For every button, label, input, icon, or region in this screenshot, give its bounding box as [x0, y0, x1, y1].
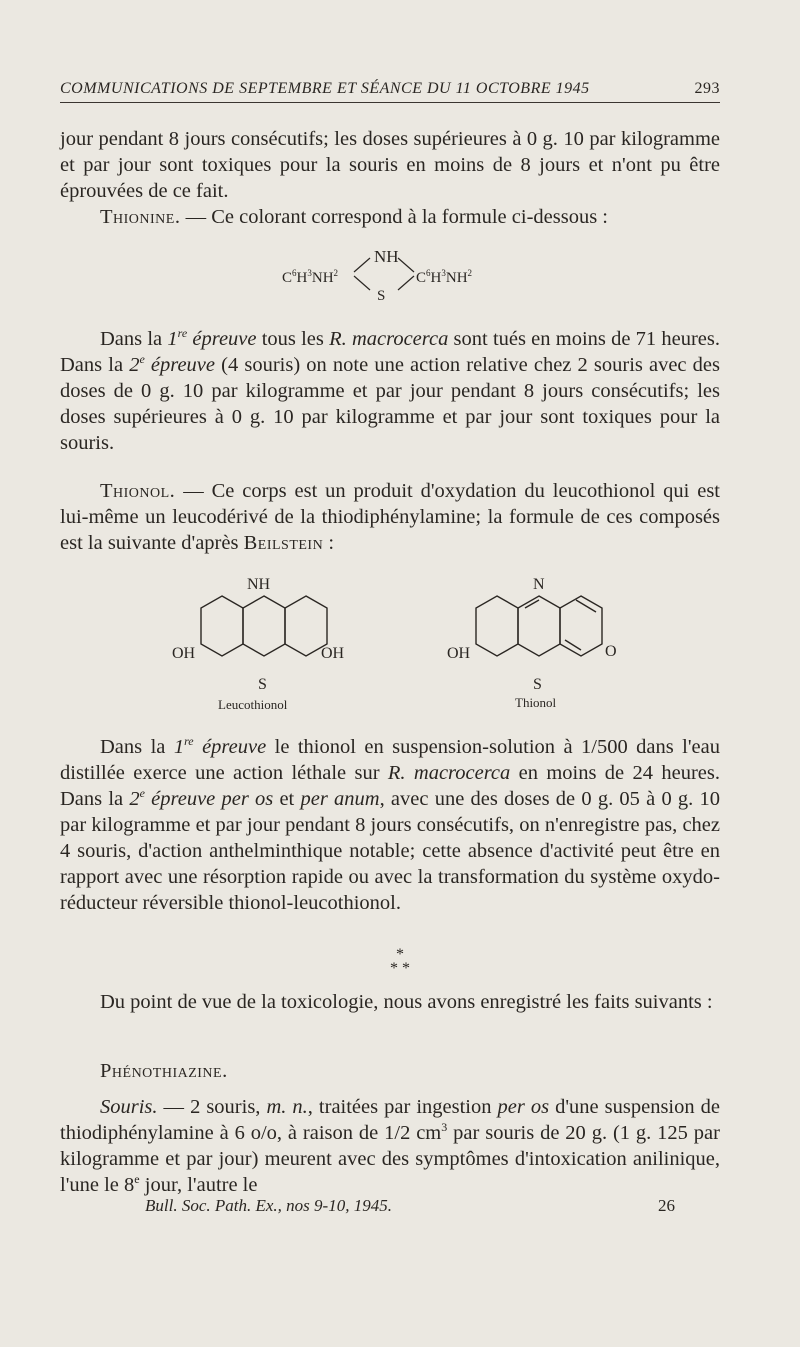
thionine-heading-paragraph	[60, 204, 720, 230]
svg-text:O: O	[605, 643, 617, 660]
svg-text:C6H3NH2: $C^6H^3NH^2$	[282, 268, 339, 286]
svg-text:OH: OH	[447, 645, 471, 662]
running-header	[60, 80, 720, 103]
svg-text:OH: OH	[321, 645, 345, 662]
thionol-term: Thionol.	[100, 480, 176, 502]
page-number: 293	[694, 80, 720, 97]
thionine-term: Thionine.	[100, 206, 181, 228]
asterism: * * *	[390, 946, 410, 977]
thionine-text: — Ce colorant correspond à la formule ci-dessous :	[180, 206, 608, 228]
svg-text:N: N	[533, 576, 545, 593]
page-footer	[145, 1196, 690, 1216]
svg-text:NH: NH	[247, 576, 271, 593]
thionol-paragraph: Thionol. — Ce corps est un produit d'oxydation du leucothionol qui est lui-même un leucodérivé de la thiodiphénylamine; la formule de ces composés est la suivante d'après Beilstein :	[60, 480, 720, 554]
svg-text:C6H3NH2: $C^6H^3NH^2$	[416, 268, 473, 286]
svg-text:S: S	[533, 676, 542, 693]
journal-citation: Bull. Soc. Path. Ex., nos 9-10, 1945.	[145, 1196, 392, 1215]
thionol-results-paragraph: Dans la 1re épreuve le thionol en suspension-solution à 1/500 dans l'eau distillée exerce une action léthale sur R. macrocerca en moins de 24 heures. Dans la 2e épreuve per os et per anum, avec une des doses de 0 g. 05 à 0 g. 10 par kilogramme et par jour pendant 8 jours consécutifs, on n'enregistre pas, chez 4 souris, d'action anthelminthique notable; cette absence d'activité peut être en rapport avec une résorption rapide ou avec la transformation du système oxydo-réducteur réversible thionol-leucothionol.	[60, 734, 721, 914]
leucothionol-formula	[170, 574, 360, 714]
phenothiazine-heading: Phénothiazine.	[100, 1060, 228, 1082]
leucothionol-caption: Leucothionol	[218, 697, 288, 712]
author-beilstein: Beilstein	[243, 532, 324, 554]
svg-text:OH: OH	[172, 645, 196, 662]
thionine-formula	[270, 240, 520, 306]
signature-number: 26	[658, 1196, 675, 1215]
souris-paragraph: Souris. — 2 souris, m. n., traitées par ingestion per os d'une suspension de thiodiphénylamine à 6 o/o, à raison de 1/2 $cm^3$ par souris de 20 g. (1 g. 125 par kilogramme et par jour) meurent avec des symptômes d'intoxication anilinique, l'une le 8e jour, l'autre le	[60, 1096, 720, 1196]
thionine-results-paragraph: Dans la 1re épreuve tous les R. macrocerca sont tués en moins de 71 heures. Dans la 2e épreuve (4 souris) on note une action relative chez 2 souris avec des doses de 0 g. 10 par kilogramme et par jour pendant 8 jours consécutifs; les doses supérieures à 0 g. 10 par kilogramme et par jour sont toxiques pour la souris.	[60, 326, 720, 454]
paragraph-continuation: jour pendant 8 jours consécutifs; les doses supérieures à 0 g. 10 par kilogramme et par jour sont toxiques pour la souris en moins de 8 jours et n'ont pu être éprouvées de ce fait.	[60, 128, 720, 202]
toxicology-intro-paragraph: Du point de vue de la toxicologie, nous avons enregistré les faits suivants :	[100, 991, 713, 1013]
running-title: COMMUNICATIONS DE SEPTEMBRE ET SÉANCE DU 11 OCTOBRE 1945	[60, 80, 590, 97]
thionol-caption: Thionol	[515, 695, 557, 710]
thionine-s: S	[377, 288, 386, 304]
svg-text:S: S	[258, 676, 267, 693]
thionol-formula	[445, 574, 635, 714]
thionine-nh: NH	[374, 247, 399, 266]
